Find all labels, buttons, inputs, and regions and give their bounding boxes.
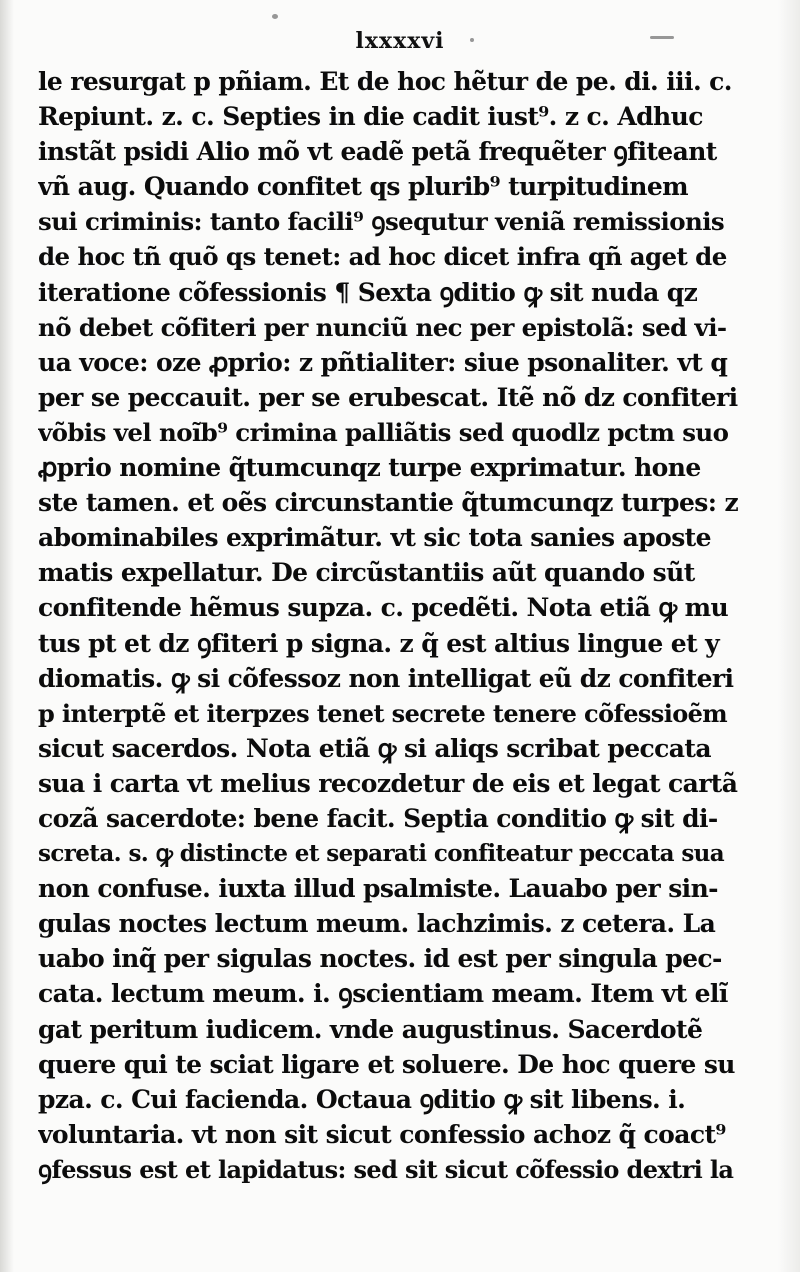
ink-speck [470, 38, 474, 42]
text-line: cozã sacerdote: bene facit. Septia conditio ꝙ sit di- [38, 803, 718, 833]
ink-speck [272, 14, 278, 19]
text-line: screta. s. ꝙ distincte et separati confiteatur peccata sua [38, 840, 725, 868]
text-line: diomatis. ꝙ si cõfessoz non intelligat eũ dz confiteri [38, 663, 734, 693]
text-line: gulas noctes lectum meum. lachzimis. z cetera. La [38, 909, 716, 939]
text-line: iteratione cõfessionis ¶ Sexta ꝯditio ꝙ sit nuda qz [38, 277, 698, 307]
text-line: non confuse. iuxta illud psalmiste. Lauabo per sin- [38, 874, 718, 904]
text-line: uabo inq̃ per sigulas noctes. id est per singula pec- [38, 944, 722, 974]
text-line: sui criminis: tanto facili⁹ ꝯsequtur veniã remissionis [38, 207, 725, 237]
text-line: nõ debet cõfiteri per nunciũ nec per epistolã: sed vi- [38, 312, 727, 342]
text-line: voluntaria. vt non sit sicut confessio achoz q̃ coact⁹ [38, 1119, 726, 1149]
text-line: sicut sacerdos. Nota etiã ꝙ si aliqs scribat peccata [38, 733, 711, 763]
ink-speck [650, 36, 674, 39]
text-line: quere qui te sciat ligare et soluere. De hoc quere su [38, 1049, 735, 1079]
text-line: de hoc tñ quõ qs tenet: ad hoc dicet infra qñ aget de [38, 242, 727, 272]
text-line: tus pt et dz ꝯfiteri p signa. z q̃ est altius lingue et y [38, 628, 720, 658]
text-line: p interptẽ et iterpzes tenet secrete tenere cõfessioẽm [38, 698, 728, 728]
text-line: matis expellatur. De circũstantiis aũt quando sũt [38, 558, 695, 588]
text-line: confitende hẽmus supza. c. pcedẽti. Nota etiã ꝙ mu [38, 593, 729, 623]
text-line: ua voce: oze ꝓprio: z pñtialiter: siue psonaliter. vt q [38, 347, 728, 377]
text-line: gat peritum iudicem. vnde augustinus. Sacerdotẽ [38, 1014, 703, 1044]
text-line: pza. c. Cui facienda. Octaua ꝯditio ꝙ sit libens. i. [38, 1084, 686, 1114]
text-line: ste tamen. et oẽs circunstantie q̃tumcunqz turpes: z [38, 488, 738, 518]
text-line: Repiunt. z. c. Septies in die cadit iust⁹. z c. Adhuc [38, 102, 703, 132]
folio-number: lxxxxvi [355, 28, 445, 54]
text-line: abominabiles exprimãtur. vt sic tota sanies aposte [38, 523, 711, 553]
text-line: per se peccauit. per se erubescat. Itẽ nõ dz confiteri [38, 382, 738, 412]
text-line: võbis vel noĩb⁹ crimina palliãtis sed quodlz pctm suo [38, 417, 729, 447]
text-line: vñ aug. Quando confitet qs plurib⁹ turpitudinem [38, 172, 689, 202]
text-line: le resurgat p pñiam. Et de hoc hẽtur de pe. di. iii. c. [38, 67, 732, 96]
text-line: ꝓprio nomine q̃tumcunqz turpe exprimatur. hone [38, 453, 701, 483]
text-line: cata. lectum meum. i. ꝯscientiam meam. Item vt elĩ [38, 979, 728, 1009]
blackletter-text-block [38, 64, 738, 1187]
text-line: ꝯfessus est et lapidatus: sed sit sicut cõfessio dextri la [38, 1154, 734, 1184]
text-line: instãt psidi Alio mõ vt eadẽ petã frequẽter ꝯfiteant [38, 137, 717, 167]
text-line: sua i carta vt melius recozdetur de eis et legat cartã [38, 768, 738, 798]
